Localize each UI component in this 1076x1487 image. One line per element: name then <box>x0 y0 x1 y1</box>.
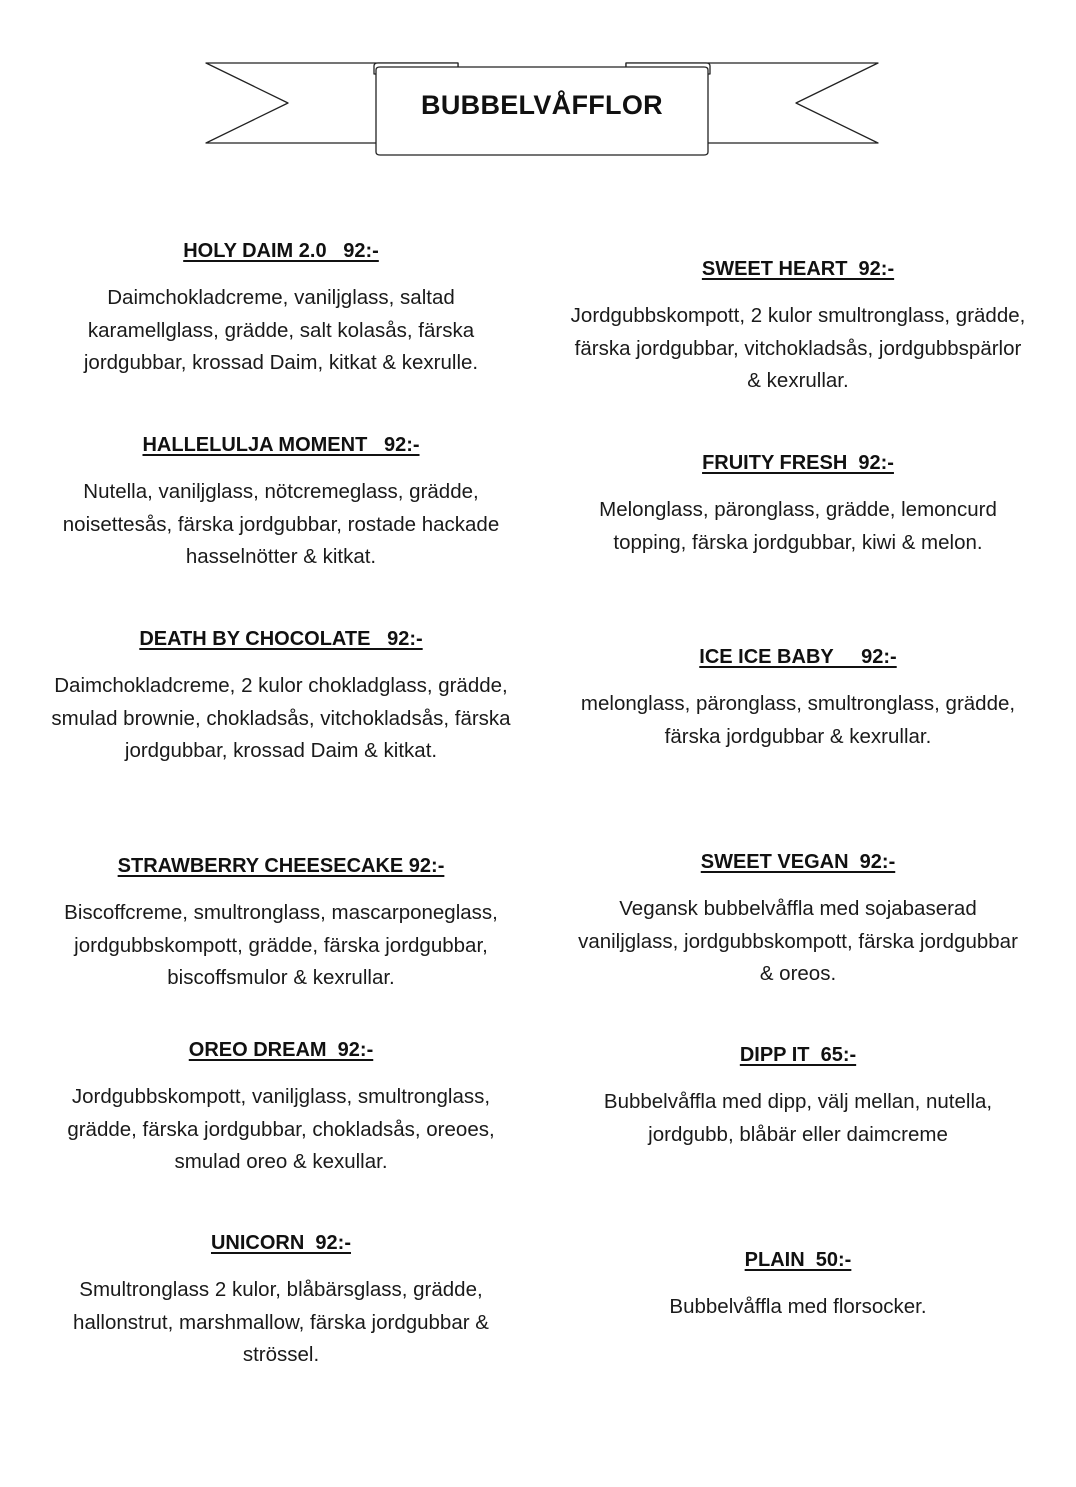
item-title: HALLELULJA MOMENT 92:- <box>142 434 420 456</box>
item-description: Jordgubbskompott, vaniljglass, smultronglass, grädde, färska jordgubbar, chokladsås, oreoes, smulad oreo & kexullar. <box>67 1085 495 1173</box>
menu-item-sweet-heart <box>570 258 1026 398</box>
item-description: Bubbelvåffla med dipp, välj mellan, nutella, jordgubb, blåbär eller daimcreme <box>603 1090 993 1146</box>
item-description: Daimchokladcreme, vaniljglass, saltad karamellglass, grädde, salt kolasås, färska jordgubbar, krossad Daim, kitkat & kexrulle. <box>83 286 479 374</box>
item-title: SWEET VEGAN 92:- <box>700 851 896 873</box>
menu-item-plain <box>570 1249 1026 1324</box>
item-description: Melonglass, päronglass, grädde, lemoncurd topping, färska jordgubbar, kiwi & melon. <box>599 498 997 554</box>
item-title: DIPP IT 65:- <box>739 1044 857 1066</box>
menu-item-sweet-vegan <box>570 851 1026 991</box>
menu-item-unicorn <box>40 1232 522 1372</box>
menu-item-fruity-fresh <box>570 452 1026 559</box>
item-description: Biscoffcreme, smultronglass, mascarponeglass, jordgubbskompott, grädde, färska jordgubbar, biscoffsmulor & kexrullar. <box>64 901 498 989</box>
item-title: ICE ICE BABY 92:- <box>699 646 897 668</box>
item-title: OREO DREAM 92:- <box>188 1039 374 1061</box>
menu-item-death-by-chocolate <box>40 628 522 768</box>
item-title: PLAIN 50:- <box>744 1249 852 1271</box>
menu-item-dipp-it <box>570 1044 1026 1151</box>
menu-item-strawberry-cheesecake <box>40 855 522 995</box>
menu-item-ice-ice-baby <box>570 646 1026 753</box>
menu-item-hallelulja-moment <box>40 434 522 574</box>
item-description: Vegansk bubbelvåffla med sojabaserad vaniljglass, jordgubbskompott, färska jordgubbar & oreos. <box>578 897 1018 985</box>
item-title: FRUITY FRESH 92:- <box>702 452 894 474</box>
menu-title: BUBBELVÅFFLOR <box>421 90 663 120</box>
item-description: melonglass, päronglass, smultronglass, grädde, färska jordgubbar & kexrullar. <box>580 692 1016 748</box>
item-title: SWEET HEART 92:- <box>701 258 895 280</box>
item-description: Smultronglass 2 kulor, blåbärsglass, grädde, hallonstrut, marshmallow, färska jordgubbar & strössel. <box>73 1278 489 1366</box>
item-description: Nutella, vaniljglass, nötcremeglass, grädde, noisettesås, färska jordgubbar, rostade hackade hasselnötter & kitkat. <box>62 480 500 568</box>
item-description: Bubbelvåffla med florsocker. <box>669 1295 927 1318</box>
item-description: Daimchokladcreme, 2 kulor chokladglass, grädde, smulad brownie, chokladsås, vitchokladsås, färska jordgubbar, krossad Daim & kitkat. <box>51 674 511 762</box>
item-title: DEATH BY CHOCOLATE 92:- <box>139 628 423 650</box>
item-title: HOLY DAIM 2.0 92:- <box>183 240 379 262</box>
title-banner <box>204 60 880 158</box>
item-title: UNICORN 92:- <box>210 1232 351 1254</box>
item-description: Jordgubbskompott, 2 kulor smultronglass, grädde, färska jordgubbar, vitchokladsås, jordgubbspärlor & kexrullar. <box>570 304 1026 392</box>
menu-item-holy-daim <box>40 240 522 380</box>
menu-item-oreo-dream <box>40 1039 522 1179</box>
item-title: STRAWBERRY CHEESECAKE 92:- <box>117 855 445 877</box>
